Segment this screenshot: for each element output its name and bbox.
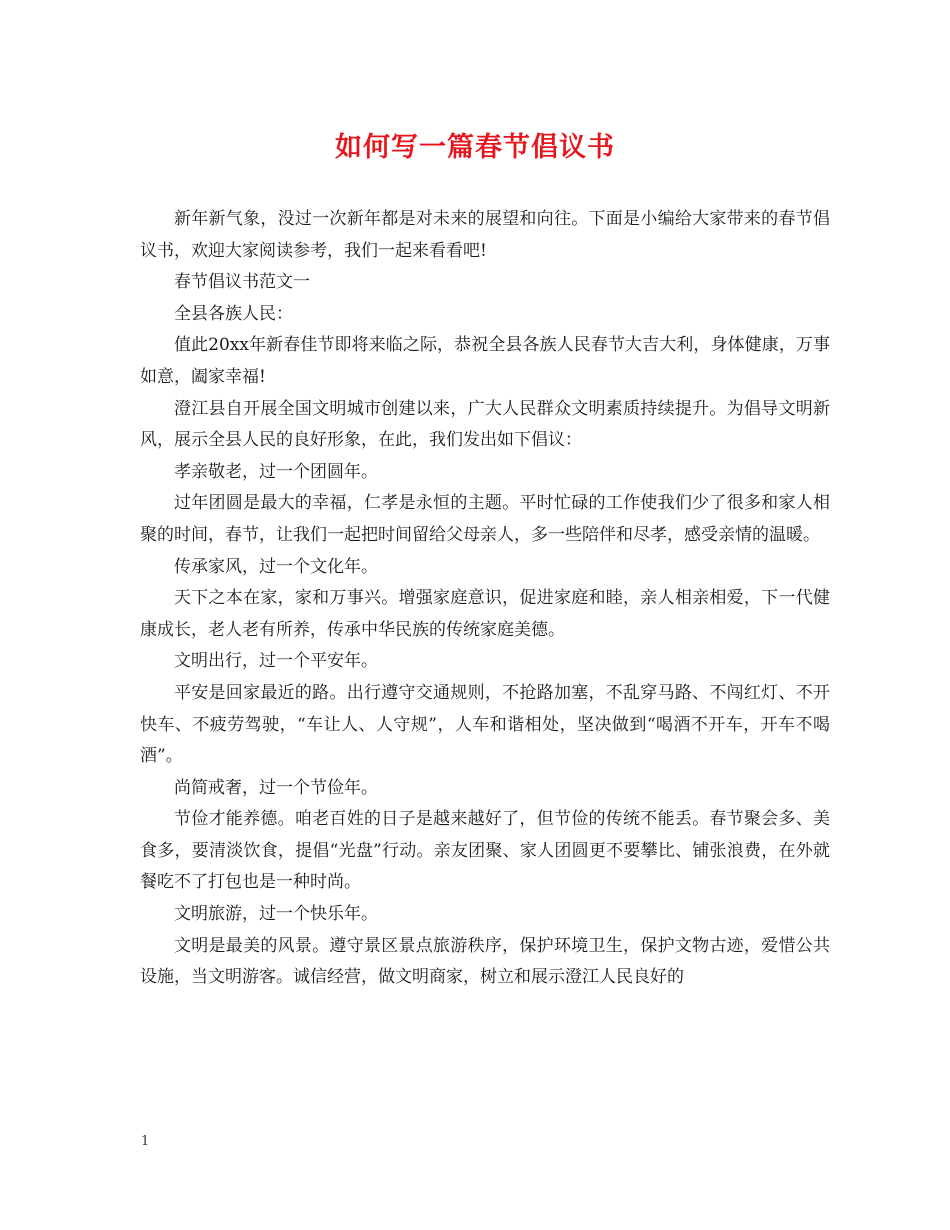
paragraph-heading-tourism: 文明旅游，过一个快乐年。 [174,904,378,925]
paragraph-background: 澄江县自开展全国文明城市创建以来，广大人民群众文明素质持续提升。为倡导文明新风，展示全县人民的良好形象，在此，我们发出如下倡议： [140,398,830,451]
paragraph-heading-filial: 孝亲敬老，过一个团圆年。 [174,461,378,482]
document-title: 如何写一篇春节倡议书 [335,132,615,163]
paragraph-family: 天下之本在家，家和万事兴。增强家庭意识，促进家庭和睦，亲人相亲相爱，下一代健康成长，老人老有所养，传承中华民族的传统家庭美德。 [140,588,830,640]
document-body [140,204,830,994]
paragraph-tourism: 文明是最美的风景。遵守景区景点旅游秩序，保护环境卫生，保护文物古迹，爱惜公共设施，当文明游客。诚信经营，做文明商家，树立和展示澄江人民良好的 [140,935,830,988]
paragraph-filial: 过年团圆是最大的幸福，仁孝是永恒的主题。平时忙碌的工作使我们少了很多和家人相聚的时间，春节，让我们一起把时间留给父母亲人，多一些陪伴和尽孝，感受亲情的温暖。 [140,493,830,545]
paragraph-heading-travel: 文明出行，过一个平安年。 [174,651,378,672]
paragraph-thrift: 节俭才能养德。咱老百姓的日子是越来越好了，但节俭的传统不能丢。春节聚会多、美食多，要清淡饮食，提倡“光盘”行动。亲友团聚、家人团圆更不要攀比、铺张浪费，在外就餐吃不了打包也是一种时尚。 [140,809,830,893]
paragraph-heading-family: 传承家风，过一个文化年。 [174,556,378,577]
paragraph-heading-thrift: 尚简戒奢，过一个节俭年。 [174,777,378,798]
paragraph-salutation: 全县各族人民： [174,303,293,324]
paragraph-travel: 平安是回家最近的路。出行遵守交通规则，不抢路加塞，不乱穿马路、不闯红灯、不开快车、不疲劳驾驶，“车让人、人守规”，人车和谐相处，坚决做到“喝酒不开车，开车不喝酒”。 [140,682,830,767]
paragraph-greeting: 值此20xx年新春佳节即将来临之际，恭祝全县各族人民春节大吉大利，身体健康，万事如意，阖家幸福! [140,335,830,387]
paragraph-sample-heading: 春节倡议书范文一 [174,272,310,293]
page-number: 1 [141,1134,150,1149]
paragraph-intro: 新年新气象，没过一次新年都是对未来的展望和向往。下面是小编给大家带来的春节倡议书，欢迎大家阅读参考，我们一起来看看吧! [140,209,830,261]
